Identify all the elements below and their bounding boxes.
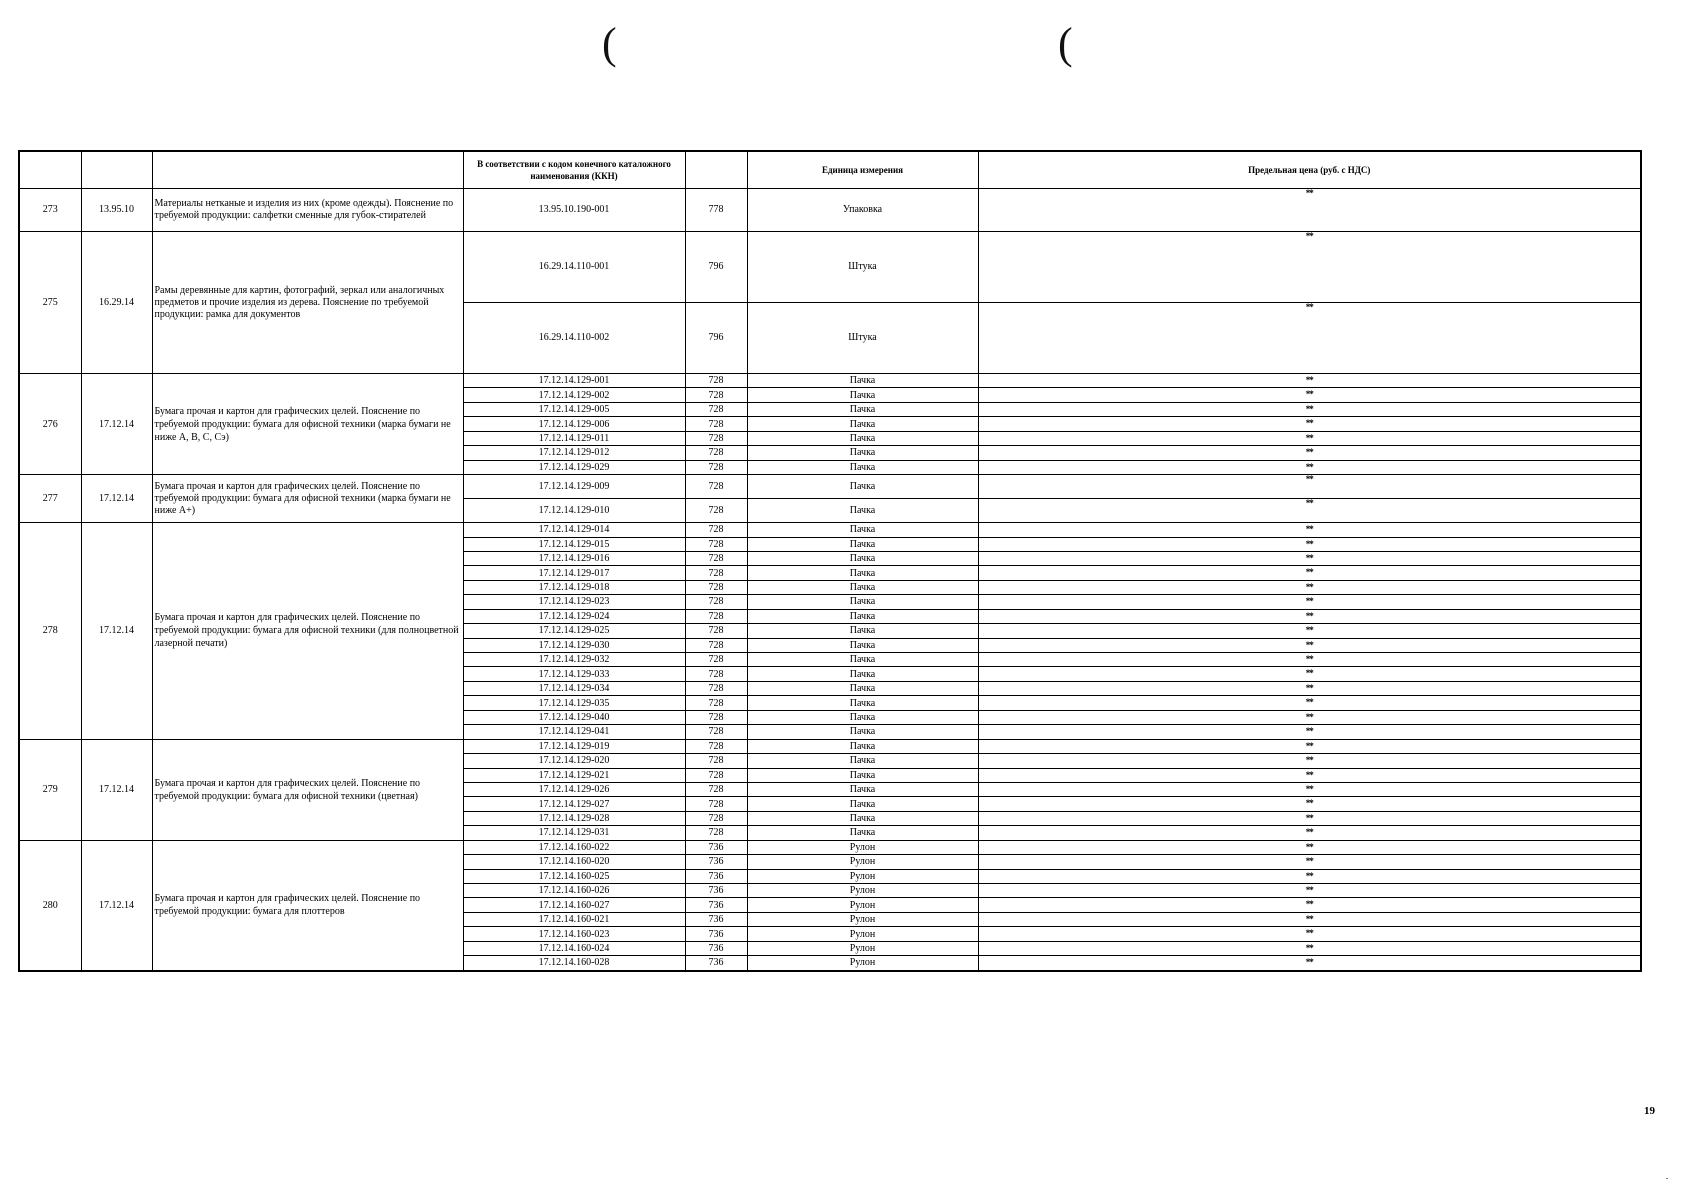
header-description xyxy=(152,151,463,189)
okei-code: 736 xyxy=(685,941,747,955)
okei-code: 728 xyxy=(685,826,747,840)
unit-of-measure: Рулон xyxy=(747,840,978,854)
max-price: ** xyxy=(978,580,1641,594)
margin-mark-right: ( xyxy=(1058,19,1073,68)
item-description: Рамы деревянные для картин, фотографий, зеркал или аналогичных предметов и прочие изделия из дерева. Пояснение по требуемой продукции: рамка для документов xyxy=(152,232,463,374)
max-price: ** xyxy=(978,667,1641,681)
max-price: ** xyxy=(978,475,1641,499)
max-price: ** xyxy=(978,388,1641,402)
kkn-code: 17.12.14.129-032 xyxy=(463,653,685,667)
okei-code: 736 xyxy=(685,855,747,869)
okei-code: 728 xyxy=(685,475,747,499)
kkn-code: 17.12.14.129-019 xyxy=(463,739,685,753)
unit-of-measure: Пачка xyxy=(747,725,978,739)
max-price: ** xyxy=(978,638,1641,652)
max-price: ** xyxy=(978,460,1641,474)
kkn-code: 17.12.14.160-027 xyxy=(463,898,685,912)
item-description: Бумага прочая и картон для графических целей. Пояснение по требуемой продукции: бумага для плоттеров xyxy=(152,840,463,970)
okei-code: 778 xyxy=(685,189,747,232)
okei-code: 728 xyxy=(685,551,747,565)
max-price: ** xyxy=(978,782,1641,796)
unit-of-measure: Пачка xyxy=(747,609,978,623)
okei-code: 728 xyxy=(685,566,747,580)
max-price: ** xyxy=(978,898,1641,912)
unit-of-measure: Пачка xyxy=(747,402,978,416)
table-row xyxy=(19,739,1641,753)
unit-of-measure: Пачка xyxy=(747,653,978,667)
okpd-code: 17.12.14 xyxy=(81,523,152,740)
kkn-code: 17.12.14.129-012 xyxy=(463,446,685,460)
kkn-code: 17.12.14.129-026 xyxy=(463,782,685,796)
table-row xyxy=(19,189,1641,232)
unit-of-measure: Пачка xyxy=(747,523,978,537)
unit-of-measure: Пачка xyxy=(747,696,978,710)
unit-of-measure: Пачка xyxy=(747,446,978,460)
unit-of-measure: Пачка xyxy=(747,739,978,753)
kkn-code: 17.12.14.129-001 xyxy=(463,374,685,388)
kkn-code: 17.12.14.160-025 xyxy=(463,869,685,883)
okei-code: 728 xyxy=(685,537,747,551)
max-price: ** xyxy=(978,941,1641,955)
kkn-code: 17.12.14.129-030 xyxy=(463,638,685,652)
okpd-code: 17.12.14 xyxy=(81,475,152,523)
okei-code: 728 xyxy=(685,460,747,474)
okei-code: 728 xyxy=(685,797,747,811)
okei-code: 736 xyxy=(685,912,747,926)
max-price: ** xyxy=(978,811,1641,825)
table-row xyxy=(19,232,1641,303)
unit-of-measure: Пачка xyxy=(747,638,978,652)
unit-of-measure: Пачка xyxy=(747,566,978,580)
unit-of-measure: Пачка xyxy=(747,460,978,474)
max-price: ** xyxy=(978,768,1641,782)
kkn-code: 17.12.14.129-017 xyxy=(463,566,685,580)
item-description: Материалы нетканые и изделия из них (кроме одежды). Пояснение по требуемой продукции: салфетки сменные для губок-стирателей xyxy=(152,189,463,232)
kkn-code: 17.12.14.129-023 xyxy=(463,595,685,609)
margin-mark-left: ( xyxy=(602,19,617,68)
table-body xyxy=(19,189,1641,971)
okei-code: 728 xyxy=(685,681,747,695)
item-description: Бумага прочая и картон для графических целей. Пояснение по требуемой продукции: бумага для офисной техники (для полноцветной лазерной печати) xyxy=(152,523,463,740)
unit-of-measure: Пачка xyxy=(747,417,978,431)
unit-of-measure: Пачка xyxy=(747,797,978,811)
unit-of-measure: Пачка xyxy=(747,537,978,551)
unit-of-measure: Пачка xyxy=(747,551,978,565)
kkn-code: 17.12.14.129-018 xyxy=(463,580,685,594)
kkn-code: 17.12.14.129-015 xyxy=(463,537,685,551)
okei-code: 728 xyxy=(685,417,747,431)
unit-of-measure: Рулон xyxy=(747,855,978,869)
okei-code: 728 xyxy=(685,754,747,768)
scan-speck xyxy=(1666,1178,1668,1179)
unit-of-measure: Рулон xyxy=(747,898,978,912)
okei-code: 728 xyxy=(685,768,747,782)
okei-code: 728 xyxy=(685,580,747,594)
unit-of-measure: Рулон xyxy=(747,927,978,941)
okei-code: 728 xyxy=(685,710,747,724)
unit-of-measure: Рулон xyxy=(747,941,978,955)
okpd-code: 17.12.14 xyxy=(81,739,152,840)
kkn-code: 17.12.14.129-005 xyxy=(463,402,685,416)
kkn-code: 17.12.14.129-011 xyxy=(463,431,685,445)
item-number: 273 xyxy=(19,189,81,232)
unit-of-measure: Пачка xyxy=(747,710,978,724)
okei-code: 728 xyxy=(685,725,747,739)
header-kkn-code: В соответствии с кодом конечного каталожного наименования (ККН) xyxy=(463,151,685,189)
unit-of-measure: Пачка xyxy=(747,826,978,840)
max-price: ** xyxy=(978,710,1641,724)
table-row xyxy=(19,840,1641,854)
max-price: ** xyxy=(978,869,1641,883)
max-price: ** xyxy=(978,523,1641,537)
kkn-code: 17.12.14.129-029 xyxy=(463,460,685,474)
unit-of-measure: Пачка xyxy=(747,681,978,695)
unit-of-measure: Пачка xyxy=(747,499,978,523)
max-price: ** xyxy=(978,431,1641,445)
okei-code: 728 xyxy=(685,739,747,753)
unit-of-measure: Пачка xyxy=(747,595,978,609)
kkn-code: 17.12.14.129-014 xyxy=(463,523,685,537)
okei-code: 728 xyxy=(685,696,747,710)
max-price: ** xyxy=(978,681,1641,695)
max-price: ** xyxy=(978,417,1641,431)
max-price: ** xyxy=(978,303,1641,374)
okei-code: 728 xyxy=(685,388,747,402)
item-description: Бумага прочая и картон для графических целей. Пояснение по требуемой продукции: бумага для офисной техники (цветная) xyxy=(152,739,463,840)
max-price: ** xyxy=(978,189,1641,232)
okei-code: 736 xyxy=(685,956,747,971)
max-price: ** xyxy=(978,797,1641,811)
max-price: ** xyxy=(978,537,1641,551)
max-price: ** xyxy=(978,912,1641,926)
kkn-code: 17.12.14.129-035 xyxy=(463,696,685,710)
header-max-price: Предельная цена (руб. с НДС) xyxy=(978,151,1641,189)
kkn-code: 17.12.14.129-021 xyxy=(463,768,685,782)
okei-code: 736 xyxy=(685,869,747,883)
unit-of-measure: Пачка xyxy=(747,475,978,499)
header-okei xyxy=(685,151,747,189)
kkn-code: 17.12.14.129-010 xyxy=(463,499,685,523)
max-price: ** xyxy=(978,956,1641,971)
max-price: ** xyxy=(978,840,1641,854)
max-price: ** xyxy=(978,595,1641,609)
max-price: ** xyxy=(978,499,1641,523)
kkn-code: 17.12.14.160-023 xyxy=(463,927,685,941)
kkn-code: 17.12.14.129-024 xyxy=(463,609,685,623)
kkn-code: 17.12.14.160-026 xyxy=(463,884,685,898)
price-table xyxy=(18,150,1642,972)
okei-code: 728 xyxy=(685,624,747,638)
item-number: 279 xyxy=(19,739,81,840)
item-number: 276 xyxy=(19,374,81,475)
unit-of-measure: Пачка xyxy=(747,374,978,388)
kkn-code: 17.12.14.160-020 xyxy=(463,855,685,869)
unit-of-measure: Рулон xyxy=(747,912,978,926)
item-number: 277 xyxy=(19,475,81,523)
unit-of-measure: Рулон xyxy=(747,869,978,883)
max-price: ** xyxy=(978,374,1641,388)
okei-code: 796 xyxy=(685,303,747,374)
max-price: ** xyxy=(978,402,1641,416)
kkn-code: 17.12.14.129-040 xyxy=(463,710,685,724)
okei-code: 736 xyxy=(685,840,747,854)
unit-of-measure: Упаковка xyxy=(747,189,978,232)
max-price: ** xyxy=(978,653,1641,667)
okei-code: 728 xyxy=(685,523,747,537)
okpd-code: 17.12.14 xyxy=(81,840,152,970)
kkn-code: 17.12.14.129-006 xyxy=(463,417,685,431)
max-price: ** xyxy=(978,696,1641,710)
kkn-code: 17.12.14.129-034 xyxy=(463,681,685,695)
kkn-code: 17.12.14.129-009 xyxy=(463,475,685,499)
okei-code: 728 xyxy=(685,402,747,416)
max-price: ** xyxy=(978,927,1641,941)
kkn-code: 17.12.14.129-031 xyxy=(463,826,685,840)
max-price: ** xyxy=(978,855,1641,869)
max-price: ** xyxy=(978,232,1641,303)
max-price: ** xyxy=(978,754,1641,768)
table-row xyxy=(19,523,1641,537)
unit-of-measure: Пачка xyxy=(747,768,978,782)
item-number: 280 xyxy=(19,840,81,970)
okei-code: 728 xyxy=(685,609,747,623)
okei-code: 736 xyxy=(685,898,747,912)
okpd-code: 13.95.10 xyxy=(81,189,152,232)
unit-of-measure: Пачка xyxy=(747,754,978,768)
header-number xyxy=(19,151,81,189)
unit-of-measure: Пачка xyxy=(747,431,978,445)
kkn-code: 17.12.14.160-024 xyxy=(463,941,685,955)
kkn-code: 17.12.14.129-028 xyxy=(463,811,685,825)
kkn-code: 17.12.14.160-022 xyxy=(463,840,685,854)
item-description: Бумага прочая и картон для графических целей. Пояснение по требуемой продукции: бумага для офисной техники (марка бумаги не ниже A+) xyxy=(152,475,463,523)
max-price: ** xyxy=(978,551,1641,565)
max-price: ** xyxy=(978,566,1641,580)
kkn-code: 17.12.14.129-020 xyxy=(463,754,685,768)
okei-code: 728 xyxy=(685,638,747,652)
okei-code: 728 xyxy=(685,499,747,523)
kkn-code: 16.29.14.110-002 xyxy=(463,303,685,374)
max-price: ** xyxy=(978,609,1641,623)
max-price: ** xyxy=(978,446,1641,460)
okei-code: 736 xyxy=(685,927,747,941)
kkn-code: 17.12.14.129-025 xyxy=(463,624,685,638)
max-price: ** xyxy=(978,725,1641,739)
kkn-code: 17.12.14.160-028 xyxy=(463,956,685,971)
okei-code: 736 xyxy=(685,884,747,898)
page-number: 19 xyxy=(1644,1105,1655,1117)
unit-of-measure: Рулон xyxy=(747,884,978,898)
okei-code: 728 xyxy=(685,653,747,667)
kkn-code: 17.12.14.129-027 xyxy=(463,797,685,811)
unit-of-measure: Пачка xyxy=(747,782,978,796)
unit-of-measure: Пачка xyxy=(747,667,978,681)
okei-code: 728 xyxy=(685,595,747,609)
unit-of-measure: Пачка xyxy=(747,624,978,638)
okei-code: 728 xyxy=(685,811,747,825)
header-unit: Единица измерения xyxy=(747,151,978,189)
okei-code: 728 xyxy=(685,431,747,445)
unit-of-measure: Рулон xyxy=(747,956,978,971)
table-row xyxy=(19,374,1641,388)
okei-code: 728 xyxy=(685,782,747,796)
okpd-code: 16.29.14 xyxy=(81,232,152,374)
item-number: 275 xyxy=(19,232,81,374)
unit-of-measure: Штука xyxy=(747,303,978,374)
header-okpd xyxy=(81,151,152,189)
kkn-code: 17.12.14.160-021 xyxy=(463,912,685,926)
okei-code: 728 xyxy=(685,446,747,460)
unit-of-measure: Штука xyxy=(747,232,978,303)
max-price: ** xyxy=(978,624,1641,638)
table-row xyxy=(19,475,1641,499)
item-number: 278 xyxy=(19,523,81,740)
max-price: ** xyxy=(978,739,1641,753)
okei-code: 728 xyxy=(685,667,747,681)
item-description: Бумага прочая и картон для графических целей. Пояснение по требуемой продукции: бумага для офисной техники (марка бумаги не ниже A, B, C, Сэ) xyxy=(152,374,463,475)
unit-of-measure: Пачка xyxy=(747,811,978,825)
unit-of-measure: Пачка xyxy=(747,580,978,594)
max-price: ** xyxy=(978,884,1641,898)
max-price: ** xyxy=(978,826,1641,840)
kkn-code: 17.12.14.129-041 xyxy=(463,725,685,739)
kkn-code: 17.12.14.129-033 xyxy=(463,667,685,681)
okei-code: 796 xyxy=(685,232,747,303)
kkn-code: 17.12.14.129-016 xyxy=(463,551,685,565)
unit-of-measure: Пачка xyxy=(747,388,978,402)
table-header-row xyxy=(19,151,1641,189)
okei-code: 728 xyxy=(685,374,747,388)
kkn-code: 13.95.10.190-001 xyxy=(463,189,685,232)
okpd-code: 17.12.14 xyxy=(81,374,152,475)
kkn-code: 17.12.14.129-002 xyxy=(463,388,685,402)
kkn-code: 16.29.14.110-001 xyxy=(463,232,685,303)
